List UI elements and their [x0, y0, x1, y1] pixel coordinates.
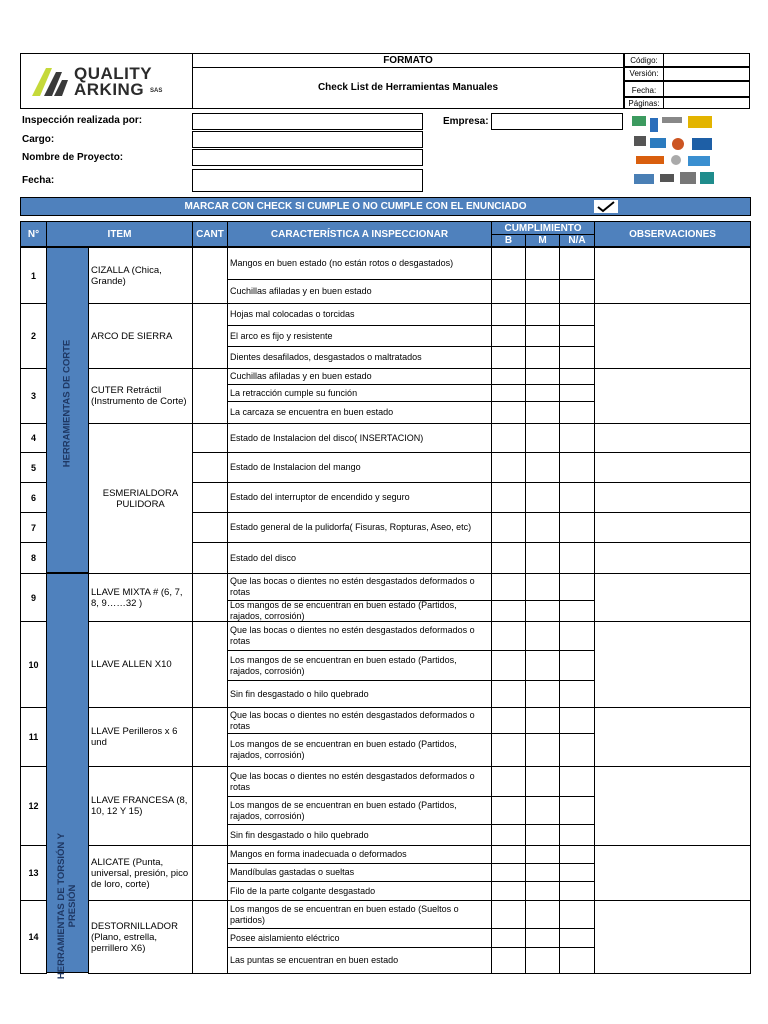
check-na-cell[interactable]	[559, 881, 595, 901]
instruction-text: MARCAR CON CHECK SI CUMPLE O NO CUMPLE CON EL ENUNCIADO	[184, 201, 527, 212]
caracteristica-cell: Sin fin desgastado o hilo quebrado	[227, 824, 492, 846]
cargo-label: Cargo:	[22, 134, 55, 145]
check-m-cell[interactable]	[525, 401, 560, 424]
check-na-cell[interactable]	[559, 845, 595, 864]
logo-text-1: QUALITY	[74, 64, 153, 83]
caracteristica-cell: Dientes desafilados, desgastados o maltratados	[227, 346, 492, 369]
check-m-cell[interactable]	[525, 368, 560, 385]
category-torsion-label: HERRAMIENTAS DE TORSIÓN Y PRESIÓN	[56, 832, 78, 980]
check-b-cell[interactable]	[491, 824, 526, 846]
caracteristica-cell: Cuchillas afiladas y en buen estado	[227, 279, 492, 304]
category-corte-label: HERRAMIENTAS DE CORTE	[61, 339, 73, 468]
logo-mark-icon	[30, 64, 70, 98]
caracteristica-cell: El arco es fijo y resistente	[227, 325, 492, 347]
check-na-cell[interactable]	[559, 401, 595, 424]
logo-suffix: SAS	[150, 88, 163, 94]
row-number: 10	[20, 621, 47, 708]
col-cumplimiento-header: CUMPLIMIENTO	[491, 221, 595, 235]
check-m-cell[interactable]	[525, 542, 560, 574]
check-b-cell[interactable]	[491, 482, 526, 513]
check-na-cell[interactable]	[559, 796, 595, 825]
check-na-cell[interactable]	[559, 824, 595, 846]
check-m-cell[interactable]	[525, 881, 560, 901]
check-icon	[594, 200, 618, 213]
check-na-cell[interactable]	[559, 452, 595, 483]
check-m-cell[interactable]	[525, 733, 560, 767]
doc-subtitle: Check List de Herramientas Manuales	[317, 82, 499, 93]
check-m-cell[interactable]	[525, 325, 560, 347]
check-b-cell[interactable]	[491, 542, 526, 574]
check-b-cell[interactable]	[491, 947, 526, 974]
caracteristica-cell: La carcaza se encuentra en buen estado	[227, 401, 492, 424]
inspeccion-field[interactable]	[192, 113, 423, 130]
check-m-cell[interactable]	[525, 452, 560, 483]
meta-version: Versión:	[629, 69, 659, 78]
col-caracteristica-header: CARACTERÍSTICA A INSPECCIONAR	[227, 221, 492, 247]
row-number: 2	[20, 303, 47, 369]
item-cell-esmerialdora: ESMERIALDORA PULIDORA	[88, 423, 193, 574]
check-b-cell[interactable]	[491, 401, 526, 424]
col-observaciones-header: OBSERVACIONES	[594, 221, 751, 247]
meta-codigo: Código:	[630, 56, 658, 65]
observaciones-cell[interactable]	[594, 766, 751, 846]
check-na-cell[interactable]	[559, 900, 595, 929]
observaciones-cell[interactable]	[594, 452, 751, 483]
check-b-cell[interactable]	[491, 881, 526, 901]
caracteristica-cell: Los mangos de se encuentran en buen estado (Partidos, rajados, corrosión)	[227, 600, 492, 622]
item-cell: CUTER Retráctil (Instrumento de Corte)	[88, 368, 193, 424]
check-na-cell[interactable]	[559, 600, 595, 622]
cant-cell[interactable]	[192, 573, 228, 622]
proyecto-field[interactable]	[192, 149, 423, 166]
check-m-cell[interactable]	[525, 650, 560, 681]
check-m-cell[interactable]	[525, 247, 560, 280]
caracteristica-cell: La retracción cumple su función	[227, 384, 492, 402]
cant-cell[interactable]	[192, 423, 228, 453]
check-m-cell[interactable]	[525, 680, 560, 708]
check-m-cell[interactable]	[525, 512, 560, 543]
logo-text-2: ARKING	[74, 80, 145, 99]
caracteristica-cell: Las puntas se encuentran en buen estado	[227, 947, 492, 974]
caracteristica-cell: Que las bocas o dientes no estén desgastados deformados o rotas	[227, 707, 492, 734]
caracteristica-cell: Hojas mal colocadas o torcidas	[227, 303, 492, 326]
observaciones-cell[interactable]	[594, 423, 751, 453]
caracteristica-cell: Que las bocas o dientes no estén desgastados deformados o rotas	[227, 766, 492, 797]
instruction-bar	[20, 197, 751, 216]
check-m-cell[interactable]	[525, 928, 560, 948]
check-na-cell[interactable]	[559, 303, 595, 326]
row-number: 12	[20, 766, 47, 846]
check-b-cell[interactable]	[491, 325, 526, 347]
check-na-cell[interactable]	[559, 368, 595, 385]
caracteristica-cell: Los mangos de se encuentran en buen estado (Sueltos o partidos)	[227, 900, 492, 929]
caracteristica-cell: Mangos en forma inadecuada o deformados	[227, 845, 492, 864]
check-m-cell[interactable]	[525, 947, 560, 974]
check-b-cell[interactable]	[491, 452, 526, 483]
check-b-cell[interactable]	[491, 512, 526, 543]
caracteristica-cell: Que las bocas o dientes no estén desgastados deformados o rotas	[227, 573, 492, 601]
check-m-cell[interactable]	[525, 863, 560, 882]
check-b-cell[interactable]	[491, 766, 526, 797]
cant-cell[interactable]	[192, 707, 228, 767]
check-m-cell[interactable]	[525, 621, 560, 651]
check-na-cell[interactable]	[559, 733, 595, 767]
check-na-cell[interactable]	[559, 325, 595, 347]
caracteristica-cell: Mangos en buen estado (no están rotos o desgastados)	[227, 247, 492, 280]
caracteristica-cell: Los mangos de se encuentran en buen estado (Partidos, rajados, corrosión)	[227, 796, 492, 825]
row-number: 8	[20, 542, 47, 574]
caracteristica-cell: Estado de Instalacion del mango	[227, 452, 492, 483]
observaciones-cell[interactable]	[594, 707, 751, 767]
empresa-field[interactable]	[491, 113, 623, 130]
caracteristica-cell: Filo de la parte colgante desgastado	[227, 881, 492, 901]
check-m-cell[interactable]	[525, 573, 560, 601]
check-na-cell[interactable]	[559, 482, 595, 513]
proyecto-label: Nombre de Proyecto:	[22, 152, 124, 163]
check-na-cell[interactable]	[559, 247, 595, 280]
check-b-cell[interactable]	[491, 733, 526, 767]
check-na-cell[interactable]	[559, 680, 595, 708]
check-m-cell[interactable]	[525, 303, 560, 326]
item-cell: ARCO DE SIERRA	[88, 303, 193, 369]
check-m-cell[interactable]	[525, 346, 560, 369]
check-m-cell[interactable]	[525, 482, 560, 513]
check-m-cell[interactable]	[525, 766, 560, 797]
col-item-header: ITEM	[46, 221, 193, 247]
cant-cell[interactable]	[192, 452, 228, 483]
caracteristica-cell: Sin fin desgastado o hilo quebrado	[227, 680, 492, 708]
check-na-cell[interactable]	[559, 928, 595, 948]
item-cell: DESTORNILLADOR (Plano, estrella, perrillero X6)	[88, 900, 193, 974]
observaciones-cell[interactable]	[594, 845, 751, 901]
check-b-cell[interactable]	[491, 621, 526, 651]
check-b-cell[interactable]	[491, 600, 526, 622]
inspeccion-label: Inspección realizada por:	[22, 115, 143, 126]
item-cell: CIZALLA (Chica, Grande)	[88, 247, 193, 304]
check-b-cell[interactable]	[491, 900, 526, 929]
item-cell: ALICATE (Punta, universal, presión, pico de loro, corte)	[88, 845, 193, 901]
item-cell: LLAVE MIXTA # (6, 7, 8, 9……32 )	[88, 573, 193, 622]
col-m-header: M	[525, 234, 560, 247]
check-b-cell[interactable]	[491, 863, 526, 882]
caracteristica-cell: Que las bocas o dientes no estén desgastados deformados o rotas	[227, 621, 492, 651]
check-b-cell[interactable]	[491, 384, 526, 402]
caracteristica-cell: Mandíbulas gastadas o sueltas	[227, 863, 492, 882]
check-na-cell[interactable]	[559, 947, 595, 974]
check-na-cell[interactable]	[559, 863, 595, 882]
check-b-cell[interactable]	[491, 680, 526, 708]
caracteristica-cell: Estado del disco	[227, 542, 492, 574]
cant-cell[interactable]	[192, 900, 228, 974]
check-na-cell[interactable]	[559, 542, 595, 574]
check-m-cell[interactable]	[525, 845, 560, 864]
check-b-cell[interactable]	[491, 707, 526, 734]
row-number: 4	[20, 423, 47, 453]
fecha-label: Fecha:	[22, 175, 55, 186]
check-na-cell[interactable]	[559, 707, 595, 734]
caracteristica-cell: Estado general de la pulidorfa( Fisuras, Ropturas, Aseo, etc)	[227, 512, 492, 543]
check-box	[594, 200, 618, 213]
check-m-cell[interactable]	[525, 384, 560, 402]
cant-cell[interactable]	[192, 247, 228, 304]
check-b-cell[interactable]	[491, 928, 526, 948]
col-na-header: N/A	[559, 234, 595, 247]
observaciones-cell[interactable]	[594, 482, 751, 513]
row-number: 9	[20, 573, 47, 622]
meta-paginas: Páginas:	[628, 98, 660, 108]
check-b-cell[interactable]	[491, 845, 526, 864]
tools-image	[630, 112, 720, 190]
check-na-cell[interactable]	[559, 346, 595, 369]
check-na-cell[interactable]	[559, 573, 595, 601]
col-b-header: B	[491, 234, 526, 247]
row-number: 11	[20, 707, 47, 767]
observaciones-cell[interactable]	[594, 368, 751, 424]
check-m-cell[interactable]	[525, 796, 560, 825]
observaciones-cell[interactable]	[594, 621, 751, 708]
cargo-field[interactable]	[192, 131, 423, 148]
empresa-label: Empresa:	[443, 116, 489, 127]
check-m-cell[interactable]	[525, 824, 560, 846]
caracteristica-cell: Cuchillas afiladas y en buen estado	[227, 368, 492, 385]
item-cell: LLAVE ALLEN X10	[88, 621, 193, 708]
observaciones-cell[interactable]	[594, 512, 751, 543]
check-na-cell[interactable]	[559, 423, 595, 453]
cant-cell[interactable]	[192, 303, 228, 369]
cant-cell[interactable]	[192, 621, 228, 708]
col-num-header: N°	[20, 221, 47, 247]
cant-cell[interactable]	[192, 766, 228, 846]
check-m-cell[interactable]	[525, 423, 560, 453]
row-number: 3	[20, 368, 47, 424]
cant-cell[interactable]	[192, 512, 228, 543]
check-na-cell[interactable]	[559, 766, 595, 797]
check-b-cell[interactable]	[491, 368, 526, 385]
fecha-field[interactable]	[192, 169, 423, 192]
logo	[30, 62, 180, 100]
observaciones-cell[interactable]	[594, 247, 751, 304]
check-na-cell[interactable]	[559, 621, 595, 651]
check-m-cell[interactable]	[525, 279, 560, 304]
check-b-cell[interactable]	[491, 247, 526, 280]
check-b-cell[interactable]	[491, 796, 526, 825]
check-b-cell[interactable]	[491, 423, 526, 453]
meta-fecha: Fecha:	[631, 86, 657, 95]
check-na-cell[interactable]	[559, 650, 595, 681]
caracteristica-cell: Los mangos de se encuentran en buen estado (Partidos, rajados, corrosión)	[227, 650, 492, 681]
check-b-cell[interactable]	[491, 346, 526, 369]
caracteristica-cell: Estado del interruptor de encendido y seguro	[227, 482, 492, 513]
check-b-cell[interactable]	[491, 650, 526, 681]
observaciones-cell[interactable]	[594, 542, 751, 574]
check-m-cell[interactable]	[525, 707, 560, 734]
row-number: 7	[20, 512, 47, 543]
check-b-cell[interactable]	[491, 303, 526, 326]
cant-cell[interactable]	[192, 482, 228, 513]
item-cell: LLAVE FRANCESA (8, 10, 12 Y 15)	[88, 766, 193, 846]
check-m-cell[interactable]	[525, 900, 560, 929]
cant-cell[interactable]	[192, 542, 228, 574]
row-number: 13	[20, 845, 47, 901]
doc-title: FORMATO	[383, 55, 433, 66]
cant-cell[interactable]	[192, 845, 228, 901]
cant-cell[interactable]	[192, 368, 228, 424]
check-m-cell[interactable]	[525, 600, 560, 622]
check-na-cell[interactable]	[559, 384, 595, 402]
row-number: 14	[20, 900, 47, 974]
row-number: 5	[20, 452, 47, 483]
caracteristica-cell: Posee aislamiento eléctrico	[227, 928, 492, 948]
check-na-cell[interactable]	[559, 279, 595, 304]
observaciones-cell[interactable]	[594, 900, 751, 974]
row-number: 6	[20, 482, 47, 513]
check-na-cell[interactable]	[559, 512, 595, 543]
item-cell: LLAVE Perilleros x 6 und	[88, 707, 193, 767]
observaciones-cell[interactable]	[594, 303, 751, 369]
row-number: 1	[20, 247, 47, 304]
observaciones-cell[interactable]	[594, 573, 751, 622]
col-cant-header: CANT	[192, 221, 228, 247]
caracteristica-cell: Estado de Instalacion del disco( INSERTACION)	[227, 423, 492, 453]
check-b-cell[interactable]	[491, 279, 526, 304]
check-b-cell[interactable]	[491, 573, 526, 601]
caracteristica-cell: Los mangos de se encuentran en buen estado (Partidos, rajados, corrosión)	[227, 733, 492, 767]
